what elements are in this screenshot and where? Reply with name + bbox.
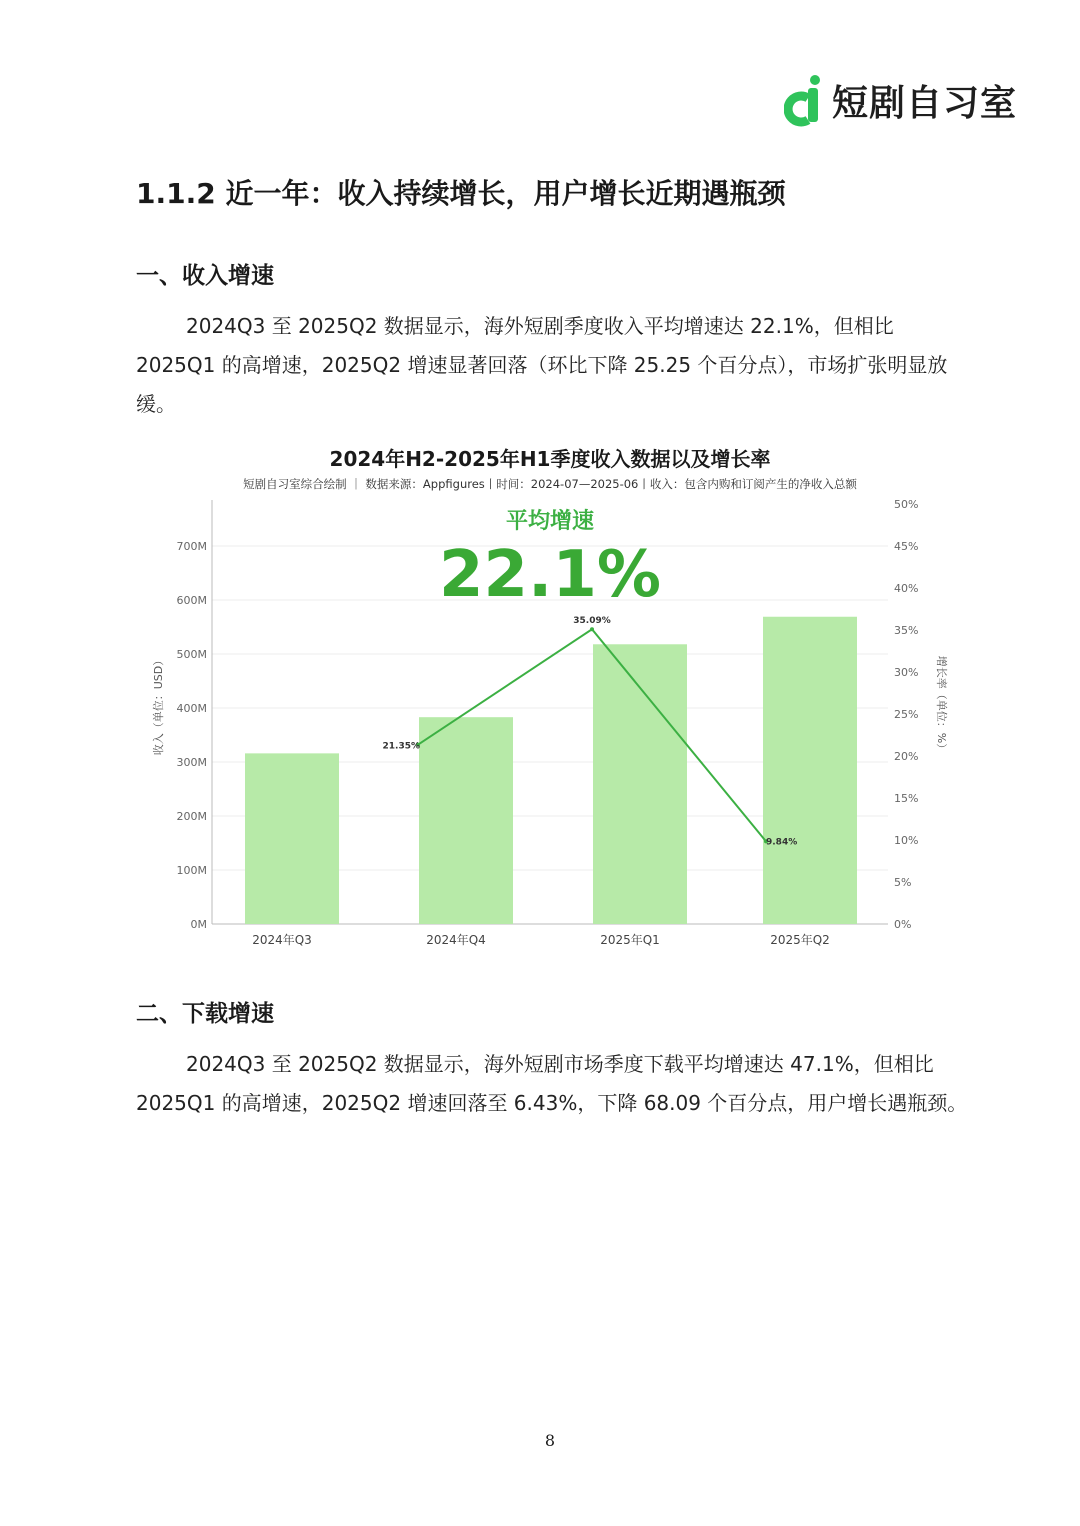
- y-left-tick-label: 500M: [176, 648, 207, 661]
- average-growth-label: 平均增速: [505, 509, 594, 534]
- growth-rate-data-label: 35.09%: [573, 616, 611, 627]
- growth-rate-data-label: 21.35%: [382, 741, 420, 752]
- revenue-paragraph: 2024Q3 至 2025Q2 数据显示，海外短剧季度收入平均增速达 22.1%，但相比 2025Q1 的高增速，2025Q2 增速显著回落（环比下降 25.25 个百分点），市场扩张明显放缓。: [136, 314, 948, 416]
- y-right-tick-label: 20%: [894, 750, 919, 763]
- y-left-tick-label: 700M: [176, 540, 207, 553]
- x-tick-label: 2024年Q4: [426, 933, 486, 947]
- revenue-bar: [245, 753, 339, 924]
- x-tick-label: 2025年Q1: [600, 933, 660, 947]
- y-left-tick-label: 0M: [190, 918, 207, 931]
- x-tick-label: 2025年Q2: [770, 933, 830, 947]
- y-right-tick-label: 50%: [894, 498, 919, 511]
- y-right-tick-label: 45%: [894, 540, 919, 553]
- y-left-tick-label: 100M: [176, 864, 207, 877]
- page-number: 8: [544, 1431, 556, 1450]
- y-right-tick-label: 15%: [894, 792, 919, 805]
- y-right-tick-label: 25%: [894, 708, 919, 721]
- y-left-tick-label: 200M: [176, 810, 207, 823]
- section-title: 1.1.2 近一年：收入持续增长，用户增长近期遇瓶颈: [136, 177, 786, 210]
- y-right-tick-label: 10%: [894, 834, 919, 847]
- y-right-tick-label: 5%: [894, 876, 912, 889]
- revenue-heading: 一、收入增速: [136, 263, 274, 289]
- average-growth-value: 22.1%: [438, 538, 662, 612]
- chart-subtitle: 短剧自习室综合绘制 ｜ 数据来源：Appfigures丨时间：2024-07—2025-06丨收入：包含内购和订阅产生的净收入总额: [243, 477, 857, 491]
- chart-title: 2024年H2-2025年H1季度收入数据以及增长率: [329, 447, 771, 471]
- download-paragraph: 2024Q3 至 2025Q2 数据显示，海外短剧市场季度下载平均增速达 47.1%，但相比 2025Q1 的高增速，2025Q2 增速回落至 6.43%，下降 68.09 个百分点，用户增长遇瓶颈。: [136, 1052, 968, 1115]
- y-left-tick-label: 600M: [176, 594, 207, 607]
- brand-name: 短剧自习室: [832, 82, 1018, 124]
- y-left-axis-title: 收入（单位：USD）: [152, 654, 165, 756]
- revenue-bar: [419, 717, 513, 924]
- download-heading: 二、下载增速: [136, 1001, 274, 1027]
- y-left-tick-label: 300M: [176, 756, 207, 769]
- y-right-axis-title: 增长率（单位：%）: [935, 655, 948, 755]
- y-right-tick-label: 35%: [894, 624, 919, 637]
- x-tick-label: 2024年Q3: [252, 933, 312, 947]
- y-right-tick-label: 40%: [894, 582, 919, 595]
- revenue-bar: [763, 617, 857, 924]
- growth-rate-data-label: 9.84%: [766, 837, 798, 848]
- y-left-tick-label: 400M: [176, 702, 207, 715]
- y-right-tick-label: 30%: [894, 666, 919, 679]
- growth-rate-point: [590, 627, 594, 631]
- y-right-tick-label: 0%: [894, 918, 912, 931]
